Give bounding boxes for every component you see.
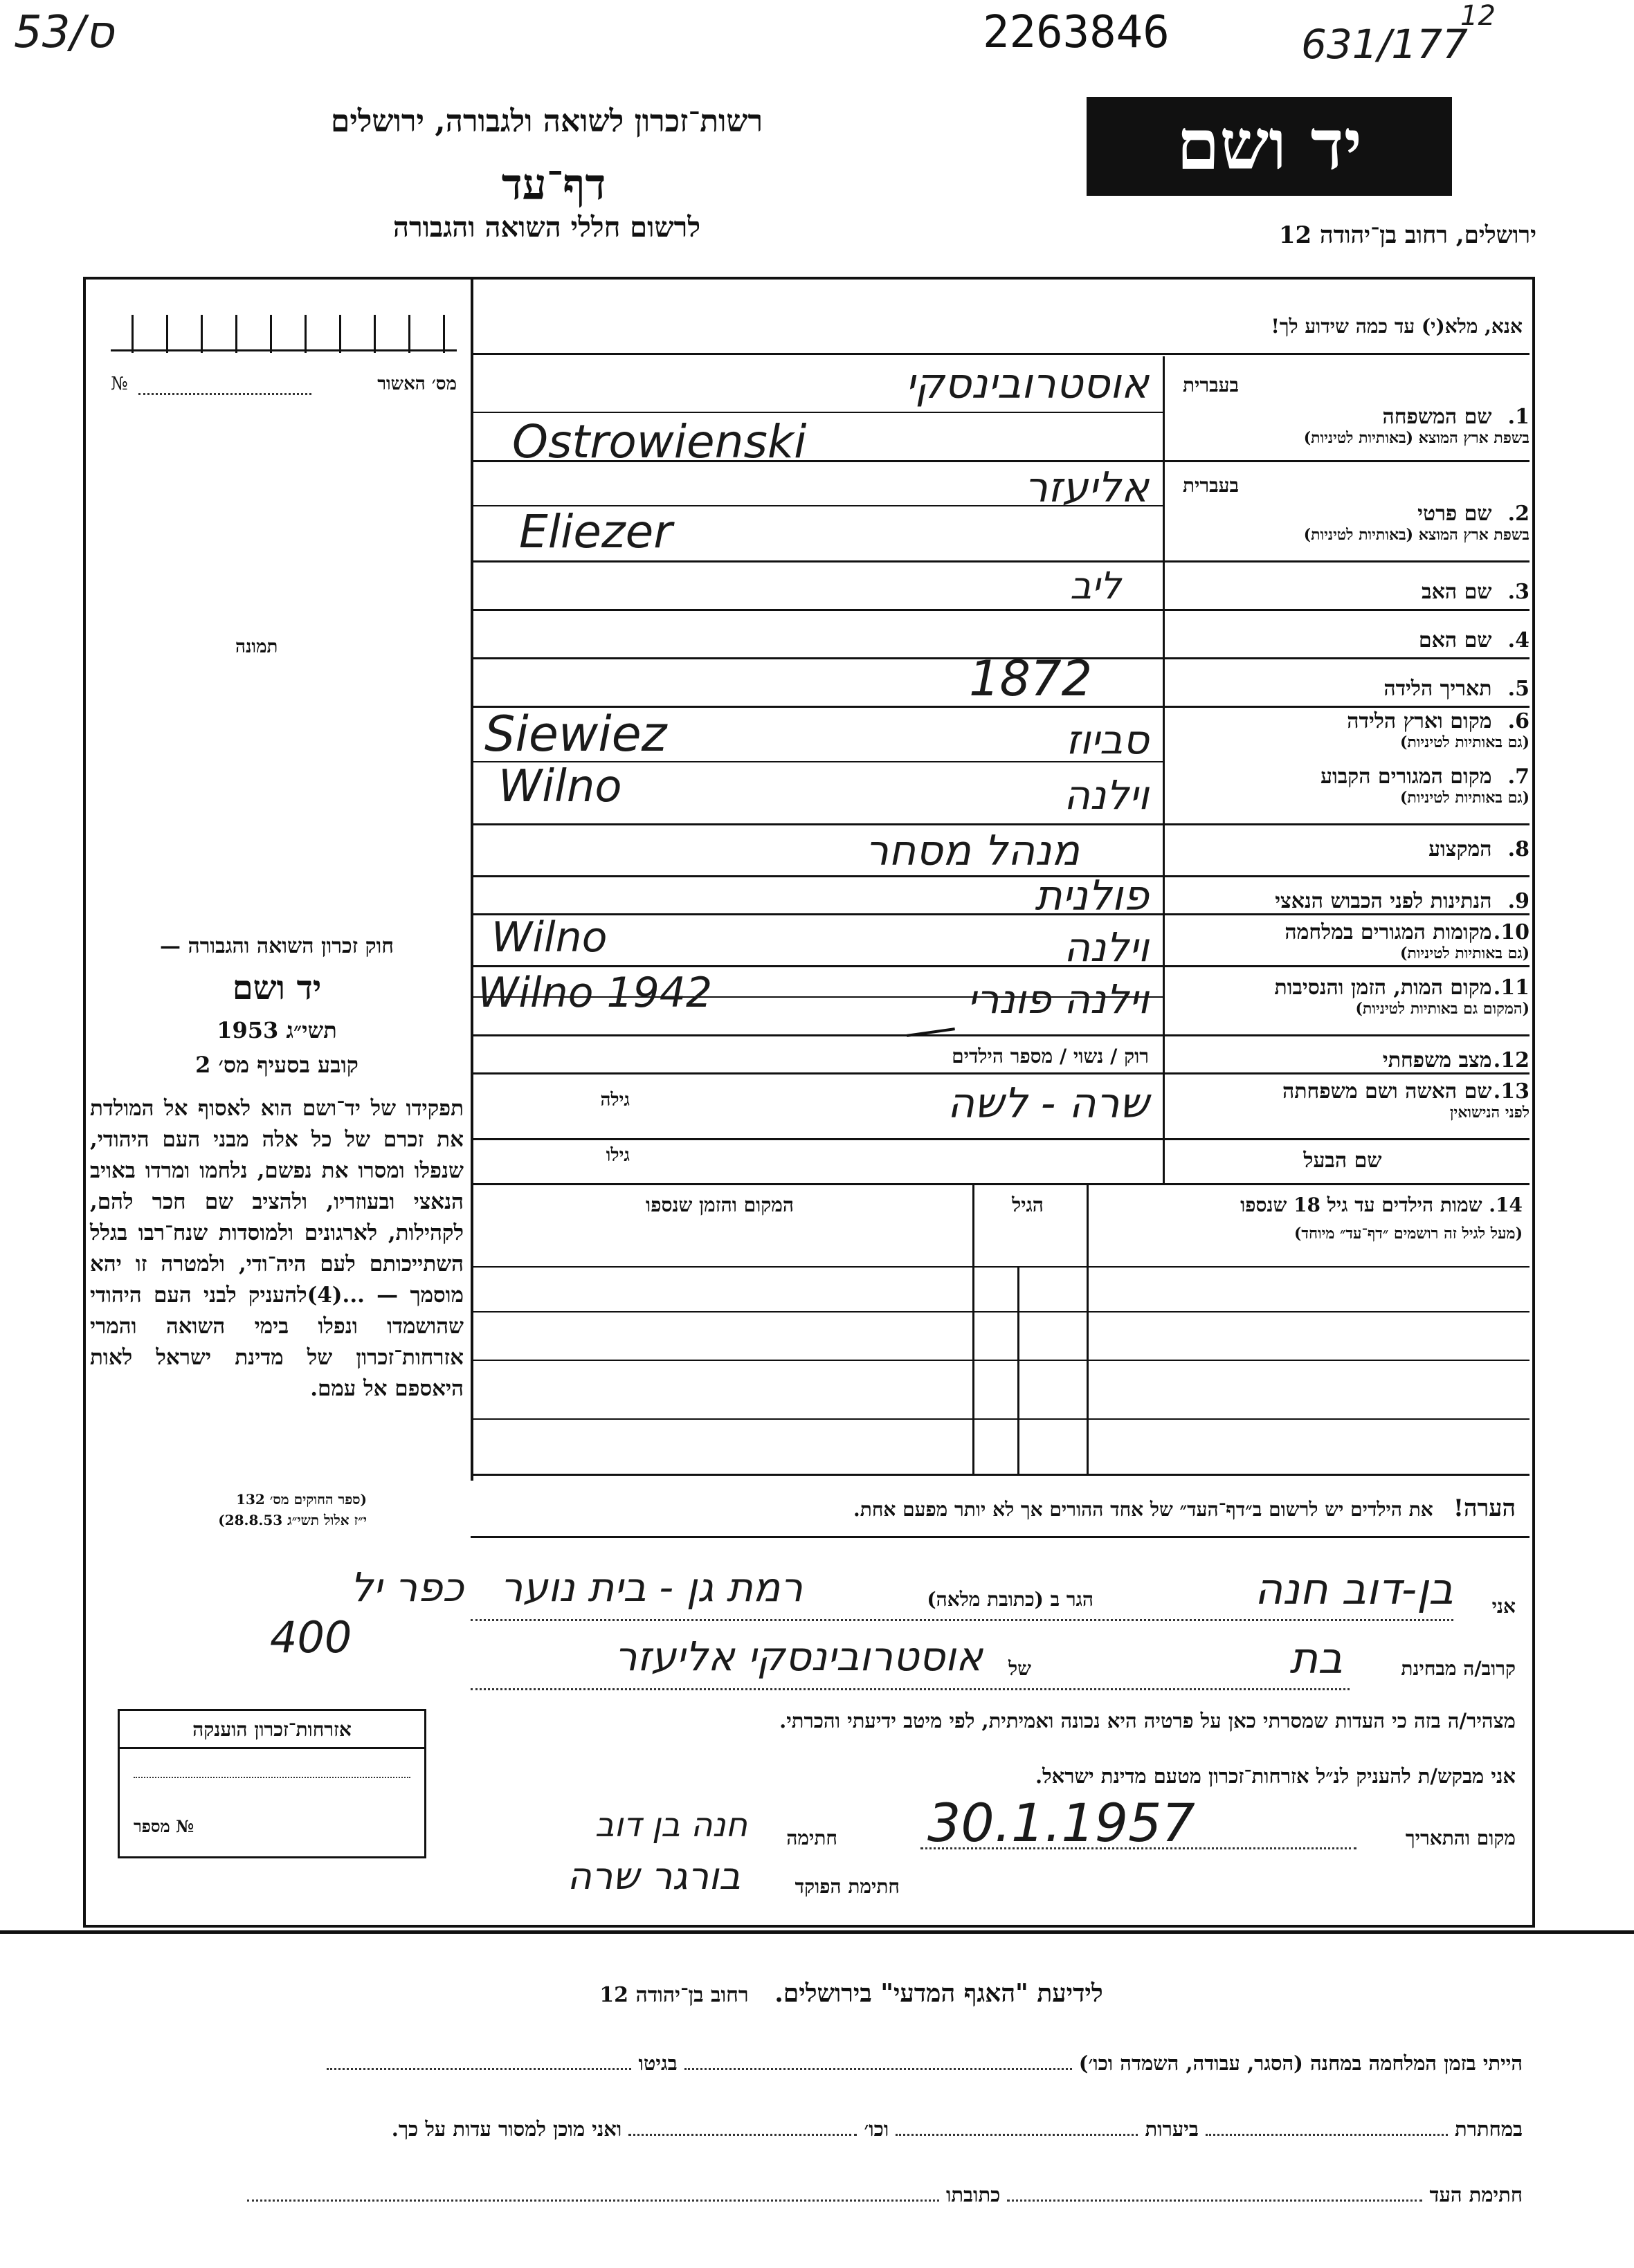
of-value: אוסטרובינסקי אליעזר <box>614 1633 983 1680</box>
logo-text: יד ושם <box>1177 104 1362 185</box>
certificate-number: מספר № <box>134 1816 194 1836</box>
residence-latin: Wilno <box>498 761 622 812</box>
note <box>484 1494 1516 1522</box>
yad-vashem-logo <box>1087 97 1452 196</box>
signature: חנה בן דוב <box>594 1806 747 1845</box>
declarant-i-label: אני <box>1491 1595 1516 1618</box>
wartime-residence-latin: Wilno <box>491 913 608 962</box>
declarant-name: בן-דוב חנה <box>1254 1564 1453 1614</box>
footer-title-text: לידיעת "האגף המדעי" בירושלים. <box>774 1979 1103 2008</box>
certificate-title: אזרחות־זכרון הוענקה <box>120 1718 424 1749</box>
profession: מנהל מסחר <box>865 827 1080 875</box>
footer-address: רחוב בן־יהודה 12 <box>599 1983 749 2007</box>
field-1-label: 1. שם המשפחה בשפת ארץ המוצא (באותיות לטיניות) <box>1303 405 1529 447</box>
residence-hebrew: וילנה <box>1064 771 1149 819</box>
certificate-box <box>118 1709 426 1858</box>
hebrew-label-1: בעברית <box>1182 374 1239 396</box>
declarant-address: רמת גן - בית נוער <box>500 1564 803 1611</box>
field-11-label: 11. מקום המות, הזמן והנסיבות (המקום גם באותיות לטיניות) <box>1274 976 1529 1018</box>
form-title: דף־עד <box>501 159 606 210</box>
field-3-label: 3. שם האב <box>1422 580 1529 604</box>
law-year: תשי״ג 1953 <box>217 1017 337 1043</box>
address: ירושלים, רחוב בן־יהודה 12 <box>1278 221 1536 249</box>
children-subtitle: (מעל לגיל זה רושמים ״דף־עד״ מיוחד) <box>1293 1225 1523 1243</box>
husband-age-label: גילו <box>606 1145 630 1166</box>
officer-label: חתימת הפוקד <box>795 1875 900 1898</box>
date-value: 30.1.1957 <box>927 1792 1195 1854</box>
footer-line-3: חתימת העד כתובתו <box>83 2183 1523 2207</box>
gazette-line-2: י״ז אלול תשי״ג 28.8.53) <box>218 1512 367 1528</box>
declaration-2: אני מבקש/ת להעניק לנ״ל אזרחות־זכרון מטעם מדינת ישראל. <box>1035 1764 1516 1788</box>
note-text: את הילדים יש לרשום ב״דף־העד״ של אחד ההורים אך לא יותר מפעם אחת. <box>853 1498 1433 1521</box>
nationality: פולנית <box>1035 872 1149 920</box>
birthplace-latin: Siewiez <box>484 706 667 762</box>
approval-no: № <box>111 374 128 394</box>
hebrew-label-2: בעברית <box>1182 474 1239 497</box>
death-place-hebrew: וילנה פונרי <box>967 976 1149 1023</box>
law-title: חוק זכרון השואה והגבורה — <box>160 934 394 958</box>
footer-title <box>484 1979 1218 2008</box>
birthplace-hebrew: סביוז <box>1065 716 1149 763</box>
field-13-label: 13. שם האשה ושם משפחתה לפני הנישואין <box>1282 1079 1529 1122</box>
first-name-latin: Eliezer <box>519 505 673 558</box>
family-name-latin: Ostrowienski <box>512 415 807 468</box>
marital-status-options: רוק / נשוי / מספר הילדים <box>952 1045 1149 1068</box>
field-2-label: 2. שם פרטי בשפת ארץ המוצא (באותיות לטיניות) <box>1303 502 1529 544</box>
father-name: ליב <box>1070 564 1121 607</box>
photo-label: תמונה <box>235 637 278 657</box>
field-9-label: 9. הנתינות לפני הכבוש הנאצי <box>1275 889 1529 913</box>
field-8-label: 8. המקצוע <box>1428 837 1529 861</box>
footer-line-2: במחתרת ביערות וכו׳ ואני מוכן למסור עדות על כך. <box>391 2117 1523 2141</box>
record-number: 2263846 <box>983 7 1170 58</box>
gazette-line-1: (ספר החוקים מס׳ 132 <box>236 1491 367 1508</box>
family-name-hebrew: אוסטרובינסקי <box>905 360 1149 408</box>
corner-note-right: 631/177 <box>1301 21 1468 68</box>
officer-signature: בורגר שרה <box>567 1854 741 1898</box>
footer-line-1: הייתי בזמן המלחמה במחנה (הסגר, עבודה, השמדה וכו׳) בגיטו <box>83 2051 1523 2076</box>
field-10-label: 10. מקומות המגורים במלחמה (גם באותיות לטיניות) <box>1284 920 1529 962</box>
of-label: של <box>1008 1657 1031 1680</box>
field-4-label: 4. שם האם <box>1418 628 1529 652</box>
note-label: הערה! <box>1453 1494 1516 1522</box>
relation-label: קרוב/ה מבחינת <box>1401 1657 1516 1680</box>
declarant-address-extra: כפר יל <box>350 1564 464 1611</box>
relation-value: בת <box>1289 1633 1343 1683</box>
institution-name: רשות־זכרון לשואה ולגבורה, ירושלים <box>330 104 763 139</box>
field-5-label: 5. תאריך הלידה <box>1383 677 1529 701</box>
field-12-label: 12. מצב משפחתי <box>1382 1048 1529 1072</box>
children-col-place: המקום והזמן שנספו <box>646 1194 794 1216</box>
first-name-hebrew: אליעזר <box>1024 464 1149 512</box>
corner-note-right-small: 12 <box>1460 0 1496 32</box>
form-intro: אנא, מלא(י) עד כמה שידוע לך! <box>1271 315 1523 338</box>
law-clause: קובע בסעיף מס׳ 2 <box>195 1052 358 1078</box>
corner-note-left: 53/ס <box>14 7 114 58</box>
wife-age-label: גילה <box>600 1090 630 1110</box>
form-subtitle: לרשום חללי השואה והגבורה <box>392 211 701 244</box>
law-text: תפקידו של יד־ושם הוא לאסוף אל המולדת את זכרם של כל אלה מבני העם היהודי, שנפלו ומסרו את נפשם, נלחמו ומרדו באויב הנאצי ובעוזריו, ולהציב שם חכר להם, לקהילות, לארגונים ולמוסדות שנח־רבו בגלל השתייכותם לעם היה־ודי, ולמטרה זו יהא מוסמך — ...(4)להעניק לבני העם היהודי שהושמדו ונפלו בימי השואה והמרי אזרחות־זכרון של מדינת ישראל לאות היאספם אל עמם. <box>90 1096 464 1401</box>
field-7-label: 7. מקום המגורים הקבוע (גם באותיות לטיניות) <box>1320 765 1529 807</box>
law-name: יד ושם <box>232 969 322 1007</box>
declarant-number: 400 <box>270 1612 352 1663</box>
field-6-label: 6. מקום וארץ הלידה (גם באותיות לטיניות) <box>1347 709 1529 751</box>
approval-label: מס׳ האשור <box>377 374 457 394</box>
wife-name: שרה - לשה <box>947 1079 1149 1128</box>
place-date-label: מקום והתאריך <box>1405 1827 1516 1849</box>
declaration-1: מצהיר/ה בזה כי העדות שמסרתי כאן על פרטיה היא נכונה ואמיתית, לפי מיטב ידיעתי והכרתי. <box>779 1709 1516 1732</box>
birth-date: 1872 <box>969 650 1093 707</box>
children-col-age: הגיל <box>1012 1194 1044 1216</box>
children-title: 14. שמות הילדים עד גיל 18 שנספו <box>1240 1194 1523 1216</box>
declarant-address-label: הגר ב (כתובת מלאה) <box>927 1588 1093 1611</box>
husband-label: שם הבעל <box>1303 1149 1382 1173</box>
signature-label: חתימה <box>786 1827 837 1849</box>
wartime-residence-hebrew: וילנה <box>1064 924 1149 971</box>
death-place-latin: Wilno 1942 <box>478 969 713 1017</box>
